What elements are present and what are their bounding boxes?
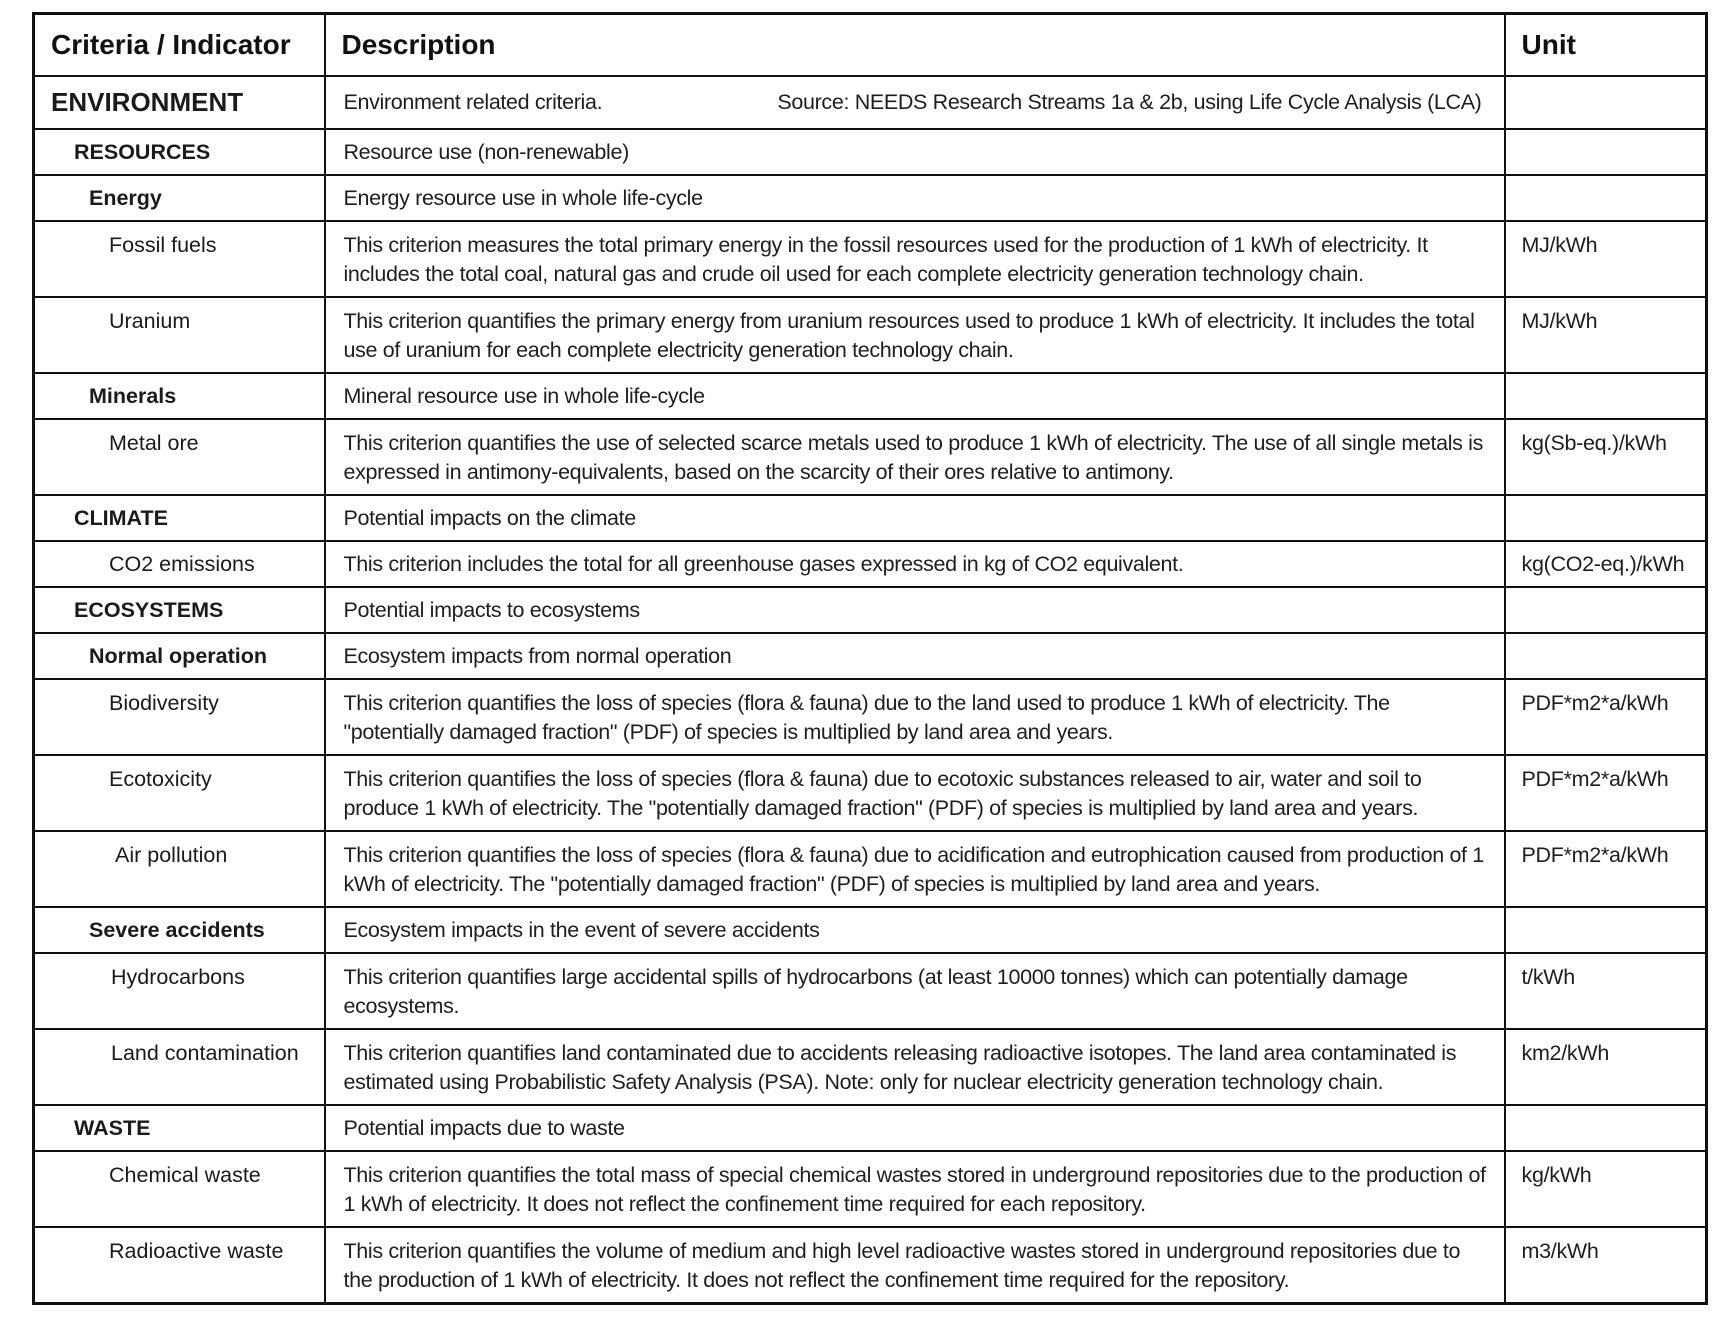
header-description	[325, 14, 1505, 77]
criteria-name: Radioactive waste	[109, 1239, 284, 1263]
criteria-cell	[34, 419, 325, 495]
criteria-table	[32, 12, 1708, 1305]
unit-cell	[1505, 297, 1707, 373]
description-cell	[325, 1029, 1505, 1105]
description-cell	[325, 373, 1505, 419]
header-criteria-label: Criteria / Indicator	[51, 29, 291, 60]
table-row	[34, 587, 1707, 633]
unit-value: kg/kWh	[1521, 1163, 1592, 1187]
header-description-label: Description	[341, 29, 496, 60]
unit-cell	[1505, 1105, 1707, 1151]
description-cell	[325, 1227, 1505, 1304]
description-cell	[325, 953, 1505, 1029]
table-row	[34, 175, 1707, 221]
description-text: This criterion quantifies the volume of medium and high level radioactive wastes stored in underground repositories due to the production of 1 kWh of electricity. It does not reflect the confinement time required for the repository.	[343, 1239, 1461, 1292]
description-text: This criterion quantifies the loss of species (flora & fauna) due to acidification and eutrophication caused from production of 1 kWh of electricity. The "potentially damaged fraction" (PDF) of species is multiplied by land area and years.	[343, 843, 1484, 896]
description-text: This criterion quantifies the use of selected scarce metals used to produce 1 kWh of electricity. The use of all single metals is expressed in antimony-equivalents, based on the scarcity of their ores relative to antimony.	[343, 431, 1484, 484]
description-content	[326, 88, 1504, 117]
criteria-cell	[34, 587, 325, 633]
description-cell	[325, 1151, 1505, 1227]
description-text: Ecosystem impacts in the event of severe accidents	[343, 917, 820, 942]
description-text: This criterion quantifies the loss of species (flora & fauna) due to the land used to produce 1 kWh of electricity. The "potentially damaged fraction" (PDF) of species is multiplied by land area and years.	[343, 691, 1390, 744]
criteria-cell	[34, 76, 325, 129]
criteria-cell	[34, 1151, 325, 1227]
unit-cell	[1505, 953, 1707, 1029]
description-cell	[325, 221, 1505, 297]
description-text: This criterion quantifies the loss of species (flora & fauna) due to ecotoxic substances released to air, water and soil to produce 1 kWh of electricity. The "potentially damaged fraction" (PDF) of species is multiplied by land area and years.	[343, 767, 1422, 820]
header-unit	[1505, 14, 1707, 77]
description-cell	[325, 633, 1505, 679]
criteria-name: ENVIRONMENT	[51, 87, 244, 117]
description-cell	[325, 129, 1505, 175]
criteria-name: Chemical waste	[109, 1163, 261, 1187]
description-text: Mineral resource use in whole life-cycle	[343, 383, 705, 408]
criteria-cell	[34, 1227, 325, 1304]
table-row	[34, 297, 1707, 373]
description-text: This criterion measures the total primary energy in the fossil resources used for the production of 1 kWh of electricity. It includes the total coal, natural gas and crude oil used for each complete electricity generation technology chain.	[343, 233, 1428, 286]
description-cell	[325, 679, 1505, 755]
table-row	[34, 679, 1707, 755]
description-text: Potential impacts to ecosystems	[343, 597, 640, 622]
table-row	[34, 755, 1707, 831]
description-cell	[325, 587, 1505, 633]
description-text: This criterion quantifies the primary energy from uranium resources used to produce 1 kWh of electricity. It includes the total use of uranium for each complete electricity generation technology chain.	[343, 309, 1475, 362]
description-cell	[325, 419, 1505, 495]
criteria-name: Minerals	[89, 383, 177, 408]
criteria-cell	[34, 129, 325, 175]
unit-value: t/kWh	[1521, 965, 1575, 989]
criteria-name: Air pollution	[115, 843, 228, 867]
criteria-cell	[34, 373, 325, 419]
table-row	[34, 1151, 1707, 1227]
table-row	[34, 1029, 1707, 1105]
environment-source: Source: NEEDS Research Streams 1a & 2b, using Life Cycle Analysis (LCA)	[777, 90, 1482, 114]
description-text: This criterion quantifies land contaminated due to accidents releasing radioactive isotopes. The land area contaminated is estimated using Probabilistic Safety Analysis (PSA). Note: only for nuclear electricity generation technology chain.	[343, 1041, 1457, 1094]
unit-cell	[1505, 1151, 1707, 1227]
header-criteria	[34, 14, 325, 77]
description-cell	[325, 755, 1505, 831]
table-row	[34, 541, 1707, 587]
criteria-cell	[34, 633, 325, 679]
criteria-cell	[34, 1105, 325, 1151]
unit-value: m3/kWh	[1521, 1239, 1599, 1263]
table-row	[34, 419, 1707, 495]
criteria-name: CO2 emissions	[109, 551, 255, 576]
criteria-name: Energy	[89, 185, 162, 210]
table-row	[34, 495, 1707, 541]
table-row-environment	[34, 76, 1707, 129]
description-cell	[325, 541, 1505, 587]
table-row	[34, 907, 1707, 953]
unit-cell	[1505, 1227, 1707, 1304]
description-text: Potential impacts due to waste	[343, 1115, 625, 1140]
environment-description: Environment related criteria.	[343, 90, 603, 114]
criteria-name: Normal operation	[89, 643, 267, 668]
unit-cell	[1505, 175, 1707, 221]
description-text: This criterion quantifies the total mass of special chemical wastes stored in underground repositories due to the production of 1 kWh of electricity. It does not reflect the confinement time required for each repository.	[343, 1163, 1486, 1216]
unit-value: kg(Sb-eq.)/kWh	[1521, 431, 1667, 455]
unit-cell	[1505, 373, 1707, 419]
description-cell	[325, 1105, 1505, 1151]
unit-cell	[1505, 419, 1707, 495]
unit-cell	[1505, 221, 1707, 297]
criteria-cell	[34, 831, 325, 907]
description-cell	[325, 907, 1505, 953]
criteria-name: Fossil fuels	[109, 233, 217, 257]
unit-value: PDF*m2*a/kWh	[1521, 843, 1669, 867]
description-text: Ecosystem impacts from normal operation	[343, 643, 732, 668]
unit-cell	[1505, 633, 1707, 679]
table-row	[34, 129, 1707, 175]
description-cell	[325, 495, 1505, 541]
description-text: Energy resource use in whole life-cycle	[343, 185, 703, 210]
header-unit-label: Unit	[1521, 29, 1576, 60]
unit-cell	[1505, 755, 1707, 831]
description-text: Potential impacts on the climate	[343, 505, 636, 530]
criteria-cell	[34, 1029, 325, 1105]
criteria-cell	[34, 679, 325, 755]
description-text: Resource use (non-renewable)	[343, 139, 629, 164]
unit-cell	[1505, 587, 1707, 633]
unit-value: PDF*m2*a/kWh	[1521, 691, 1669, 715]
criteria-name: ECOSYSTEMS	[74, 597, 224, 622]
unit-cell	[1505, 541, 1707, 587]
criteria-name: Land contamination	[111, 1041, 299, 1065]
table-row	[34, 633, 1707, 679]
unit-value: MJ/kWh	[1521, 233, 1598, 257]
criteria-cell	[34, 907, 325, 953]
criteria-cell	[34, 175, 325, 221]
unit-value: PDF*m2*a/kWh	[1521, 767, 1669, 791]
unit-cell	[1505, 1029, 1707, 1105]
criteria-name: Metal ore	[109, 431, 199, 455]
criteria-name: Severe accidents	[89, 917, 265, 942]
criteria-cell	[34, 755, 325, 831]
table-row	[34, 373, 1707, 419]
unit-cell	[1505, 679, 1707, 755]
criteria-cell	[34, 297, 325, 373]
table-row	[34, 1105, 1707, 1151]
criteria-name: Ecotoxicity	[109, 767, 212, 791]
unit-cell	[1505, 831, 1707, 907]
criteria-name: WASTE	[74, 1115, 151, 1140]
unit-cell	[1505, 129, 1707, 175]
criteria-cell	[34, 495, 325, 541]
table-row	[34, 831, 1707, 907]
description-cell	[325, 175, 1505, 221]
header-row	[34, 14, 1707, 77]
criteria-name: Biodiversity	[109, 691, 219, 715]
description-cell	[325, 831, 1505, 907]
description-text: This criterion includes the total for all greenhouse gases expressed in kg of CO2 equivalent.	[343, 551, 1184, 576]
unit-value: kg(CO2-eq.)/kWh	[1521, 551, 1685, 576]
description-cell	[325, 76, 1505, 129]
unit-cell	[1505, 495, 1707, 541]
table-row	[34, 221, 1707, 297]
table-row	[34, 1227, 1707, 1304]
description-cell	[325, 297, 1505, 373]
criteria-cell	[34, 221, 325, 297]
table-row	[34, 953, 1707, 1029]
criteria-cell	[34, 541, 325, 587]
criteria-name: RESOURCES	[74, 139, 211, 164]
unit-cell	[1505, 907, 1707, 953]
criteria-name: Uranium	[109, 309, 191, 333]
unit-value: km2/kWh	[1521, 1041, 1609, 1065]
criteria-name: CLIMATE	[74, 505, 168, 530]
unit-cell	[1505, 76, 1707, 129]
criteria-cell	[34, 953, 325, 1029]
description-text: This criterion quantifies large accidental spills of hydrocarbons (at least 10000 tonnes) which can potentially damage ecosystems.	[343, 965, 1408, 1018]
criteria-name: Hydrocarbons	[111, 965, 245, 989]
unit-value: MJ/kWh	[1521, 309, 1598, 333]
